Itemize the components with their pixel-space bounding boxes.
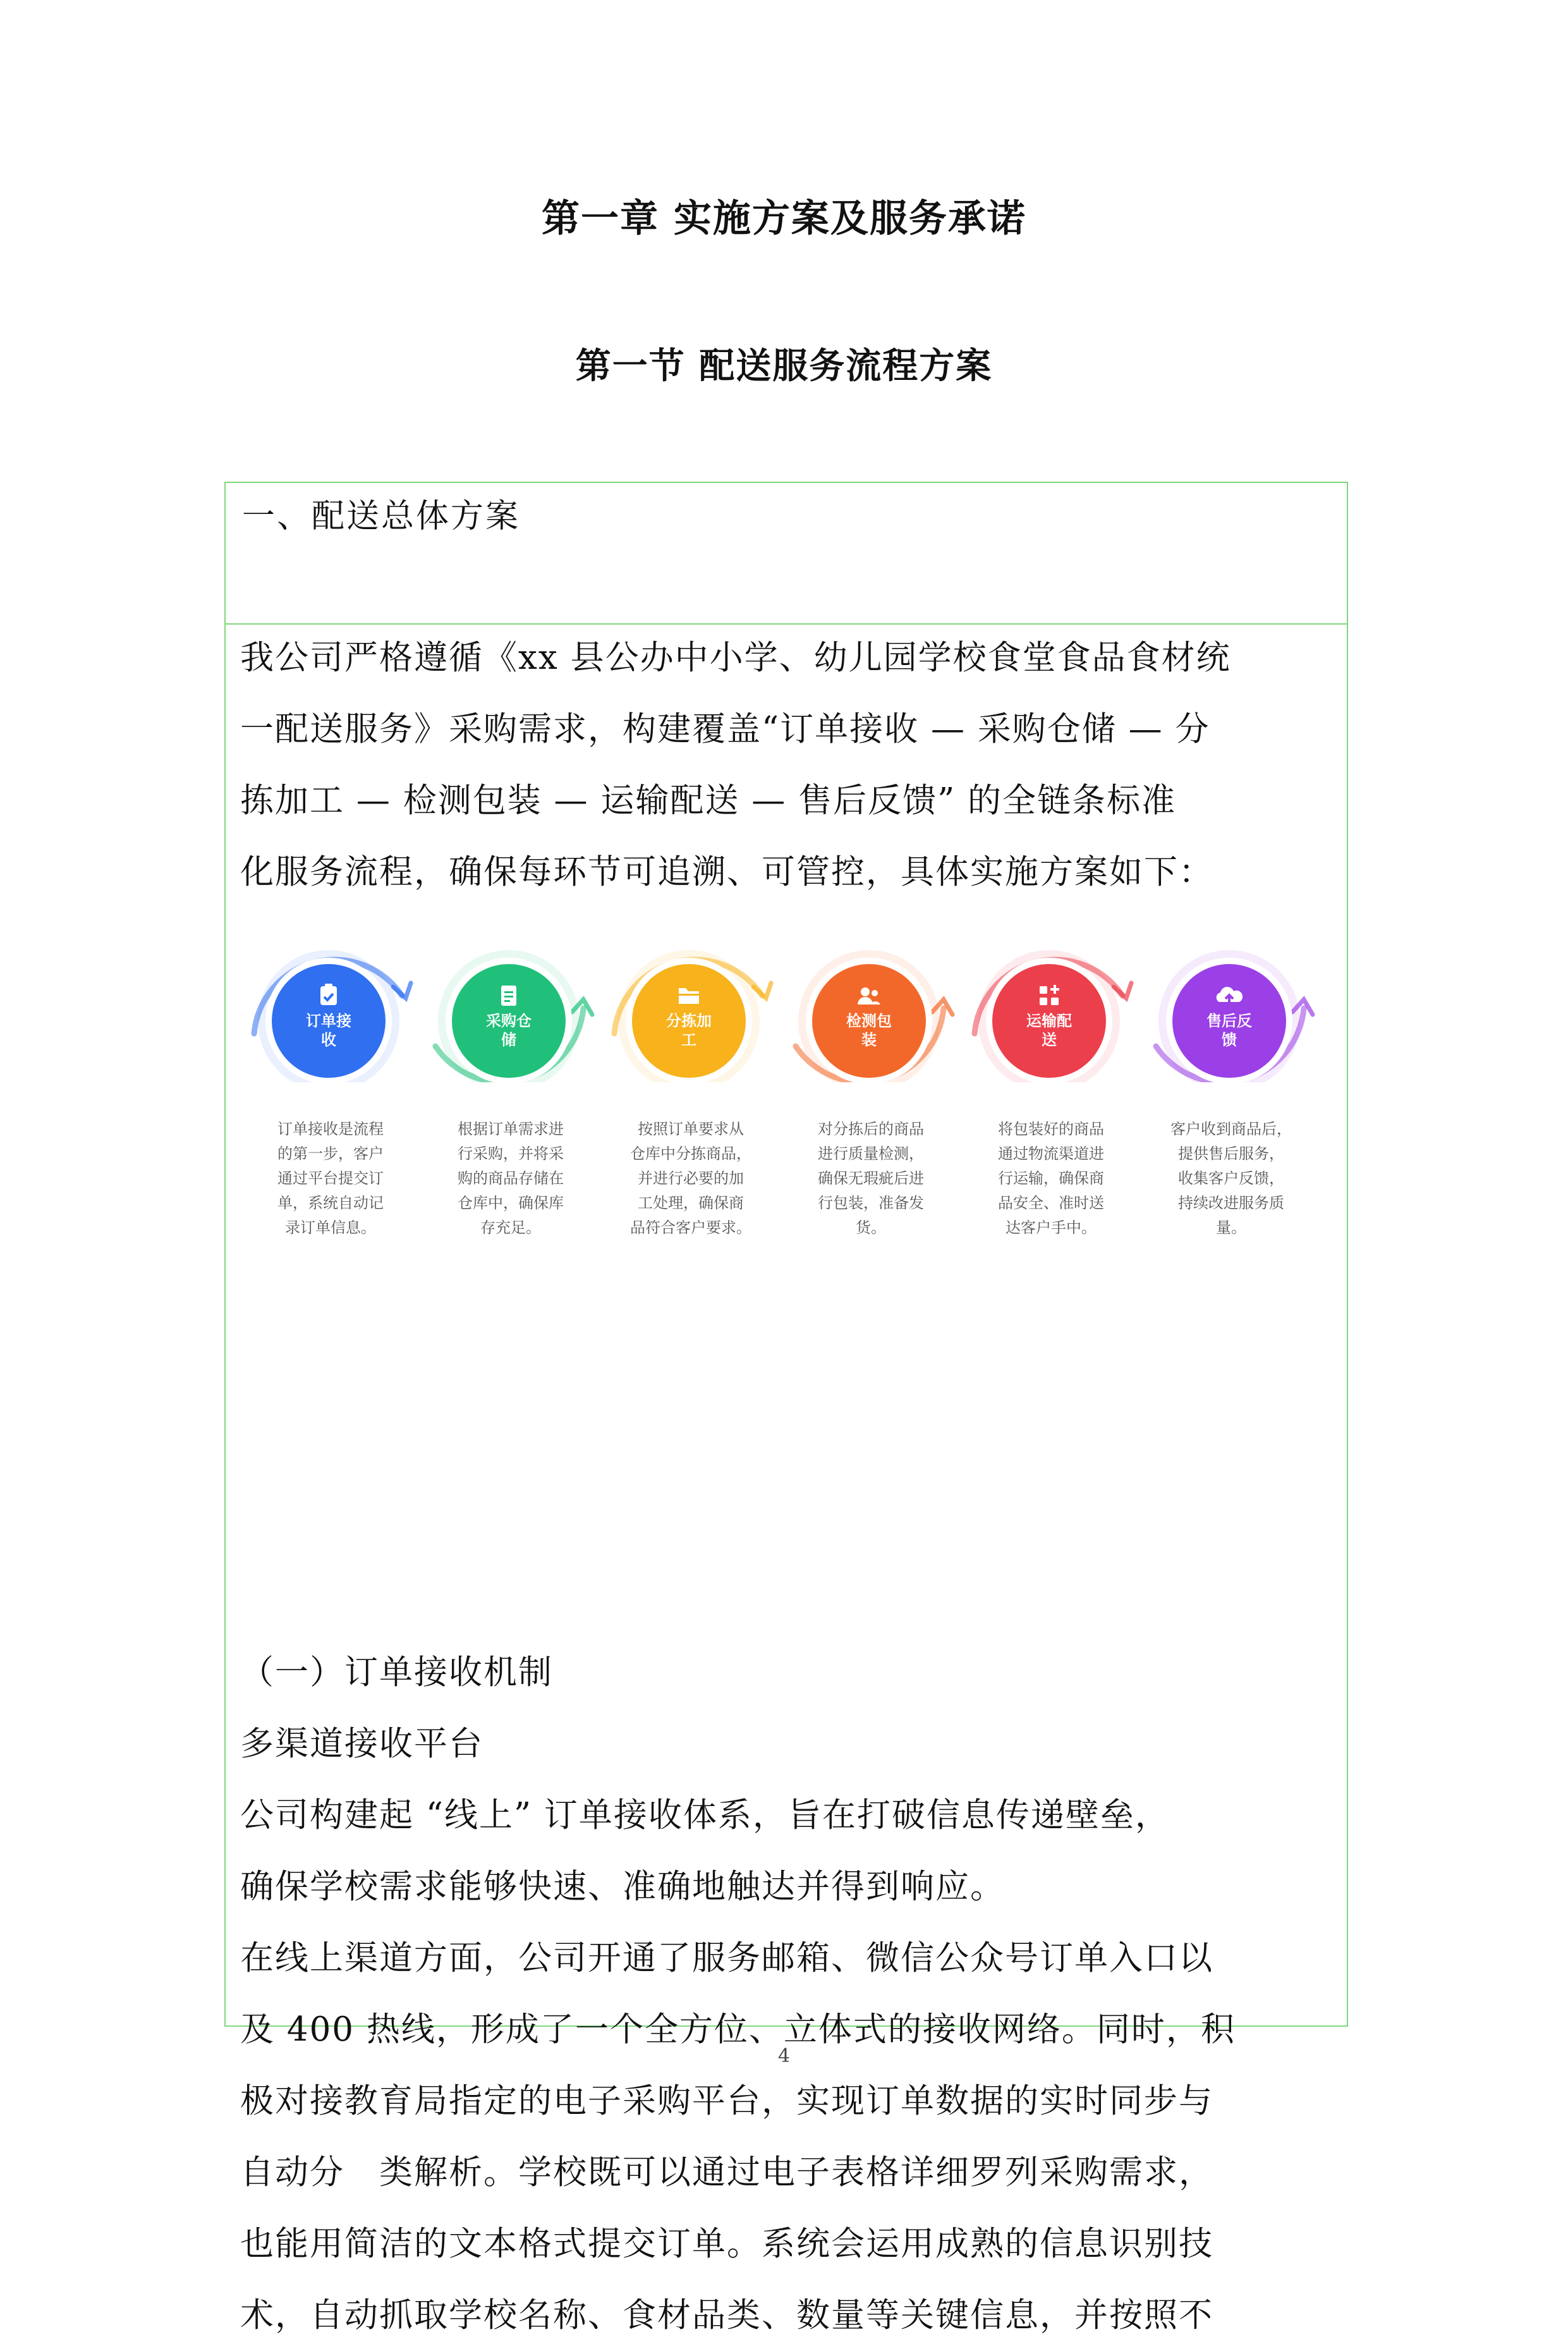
intro-line: 一配送服务》采购需求，构建覆盖“订单接收 — 采购仓储 — 分 — [240, 710, 1210, 748]
process-step-label: 检测包 装 — [846, 1012, 892, 1049]
process-step-label: 采购仓 储 — [486, 1012, 532, 1049]
process-step-label: 运输配 送 — [1026, 1012, 1072, 1049]
overall-plan-heading: 一、配送总体方案 — [242, 498, 521, 535]
section-title: 第一节 配送服务流程方案 — [575, 346, 993, 387]
order-mechanism-heading: （一）订单接收机制 — [240, 1653, 553, 1692]
body-line: 术，自动抓取学校名称、食材品类、数量等关键信息，并按照不 — [240, 2296, 1213, 2335]
order-mechanism-section — [240, 1637, 1335, 2351]
body-line: 在线上渠道方面，公司开通了服务邮箱、微信公众号订单入口以 — [240, 1939, 1213, 1977]
body-line: 自动分 类解析。学校既可以通过电子表格详细罗列采购需求， — [240, 2153, 1213, 2192]
process-diagram — [242, 918, 1335, 1259]
process-step — [963, 918, 1140, 1259]
intro-line: 拣加工 — 检测包装 — 运输配送 — 售后反馈” 的全链条标准 — [240, 781, 1177, 820]
process-step-description: 按照订单要求从 仓库中分拣商品， 并进行必要的加 工处理，确保商 品符合客户要求。 — [630, 1120, 751, 1237]
clipboard-icon — [320, 984, 337, 1005]
body-line: 确保学校需求能够快速、准确地触达并得到响应。 — [240, 1867, 1005, 1906]
intro-line: 化服务流程，确保每环节可追溯、可管控，具体实施方案如下： — [240, 853, 1213, 891]
process-step — [1143, 918, 1320, 1259]
process-step-graphic — [782, 918, 959, 1082]
page-number: 4 — [777, 2045, 791, 2067]
process-step-graphic — [242, 918, 419, 1082]
process-step-graphic — [963, 918, 1140, 1082]
process-step-label: 分拣加 工 — [666, 1012, 712, 1049]
body-line: 及 400 热线，形成了一个全方位、立体式的接收网络。同时，积 — [240, 2010, 1236, 2049]
process-step-description: 将包装好的商品 通过物流渠道进 行运输，确保商 品安全、准时送 达客户手中。 — [998, 1120, 1104, 1237]
channel-heading: 多渠道接收平台 — [240, 1725, 483, 1763]
process-step — [782, 918, 959, 1259]
body-line: 极对接教育局指定的电子采购平台，实现订单数据的实时同步与 — [240, 2082, 1213, 2120]
process-step-graphic — [602, 918, 779, 1082]
process-step-description: 客户收到商品后， 提供售后服务， 收集客户反馈， 持续改进服务质 量。 — [1170, 1120, 1292, 1237]
process-step — [422, 918, 599, 1259]
process-step — [242, 918, 419, 1259]
process-step-description: 对分拣后的商品 进行质量检测， 确保无瑕疵后进 行包装，准备发 货。 — [818, 1120, 924, 1237]
process-step-description: 订单接收是流程 的第一步，客户 通过平台提交订 单，系统自动记 录订单信息。 — [277, 1120, 384, 1237]
chapter-title: 第一章 实施方案及服务承诺 — [542, 197, 1026, 241]
process-step — [602, 918, 779, 1259]
intro-line: 我公司严格遵循《xx 县公办中小学、幼儿园学校食堂食品食材统 — [240, 638, 1231, 677]
document-icon — [501, 986, 516, 1006]
body-line: 公司构建起 “线上” 订单接收体系，旨在打破信息传递壁垒， — [240, 1796, 1170, 1835]
process-step-description: 根据订单需求进 行采购，并将采 购的商品存储在 仓库中，确保库 存充足。 — [458, 1120, 564, 1237]
process-step-label: 售后反 馈 — [1206, 1012, 1252, 1049]
process-step-graphic — [422, 918, 599, 1082]
body-line: 也能用简洁的文本格式提交订单。系统会运用成熟的信息识别技 — [240, 2225, 1213, 2263]
process-step-graphic — [1143, 918, 1320, 1082]
process-step-label: 订单接 收 — [306, 1012, 351, 1049]
intro-paragraph — [240, 622, 1335, 908]
